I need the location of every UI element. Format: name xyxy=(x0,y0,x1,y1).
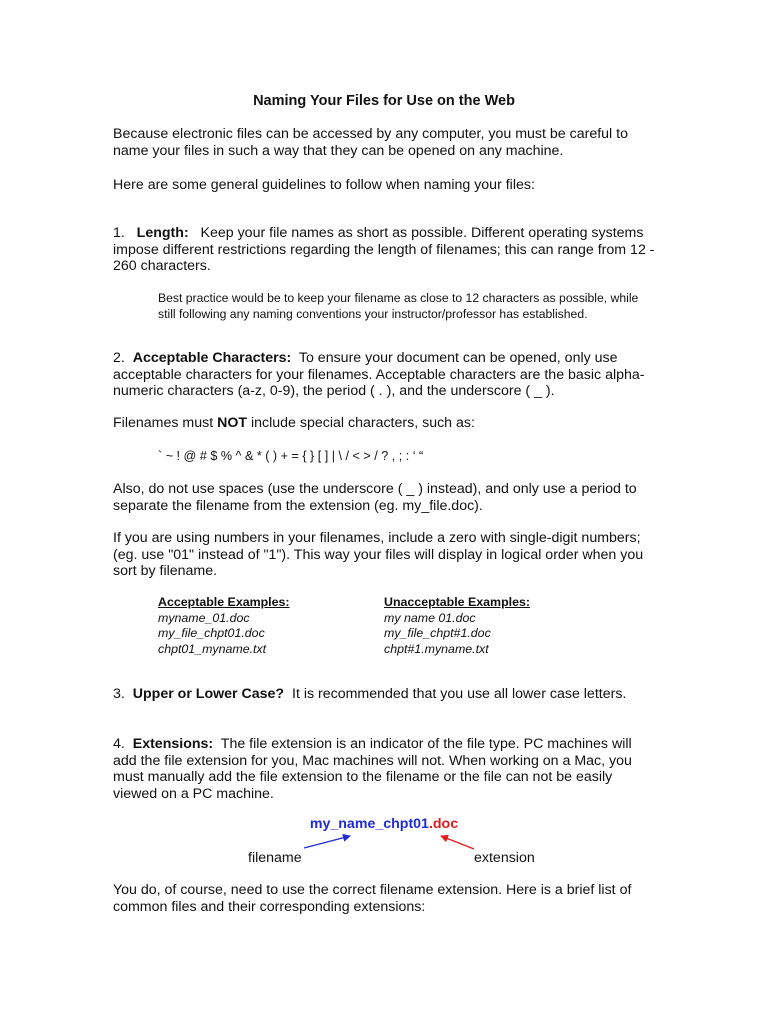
section-text: The file extension is an indicator of the file type. PC machines will add the file extension for you, Mac machines will not. When working on a Mac, you must manually add the file extension to the filename or the file can not be easily viewed on a PC machine. xyxy=(113,736,632,802)
section-number: 4. xyxy=(113,736,125,752)
section-text: Keep your file names as short as possible. Different operating systems impose different restrictions regarding the length of filenames; this can range from 12 - 260 characters. xyxy=(113,225,655,275)
section-heading: Extensions: xyxy=(132,736,214,752)
section-text: It is recommended that you use all lower case letters. xyxy=(292,686,627,702)
example-item: my_file_chpt01.doc xyxy=(158,626,265,641)
example-item: my_file_chpt#1.doc xyxy=(384,626,491,641)
section-number: 3. xyxy=(113,686,125,702)
best-practice-note: Best practice would be to keep your filename as close to 12 characters as possible, while still following any naming conventions your instructor/professor has established. xyxy=(158,291,639,321)
extension-label: extension xyxy=(474,850,535,866)
example-extension: .doc xyxy=(428,816,459,832)
example-item: chpt01_myname.txt xyxy=(158,641,267,656)
example-item: chpt#1.myname.txt xyxy=(384,641,489,656)
extension-arrow xyxy=(441,836,474,849)
example-filename: my_name_chpt01 xyxy=(309,816,429,832)
closing-paragraph: You do, of course, need to use the correct filename extension. Here is a brief list of common files and their corresponding extensions: xyxy=(113,882,632,915)
section-number: 1. xyxy=(113,225,125,241)
spaces-paragraph: Also, do not use spaces (use the underscore ( _ ) instead), and only use a period to separate the filename from the extension (eg. my_file.doc). xyxy=(113,481,637,514)
example-item: myname_01.doc xyxy=(158,610,250,625)
not-emphasis: NOT xyxy=(217,415,248,431)
section-heading: Length: xyxy=(136,225,189,241)
special-chars-intro: Filenames must NOT include special characters, such as: xyxy=(113,415,475,431)
section-number: 2. xyxy=(113,350,125,366)
unacceptable-header: Unacceptable Examples: xyxy=(384,595,530,609)
acceptable-header: Acceptable Examples: xyxy=(158,595,290,609)
filename-arrow xyxy=(304,836,350,848)
guidelines-intro: Here are some general guidelines to follow when naming your files: xyxy=(113,177,535,193)
section-heading: Acceptable Characters: xyxy=(132,350,292,366)
example-item: my name 01.doc xyxy=(384,610,476,625)
section-text: To ensure your document can be opened, only use acceptable characters for your filenames. Acceptable characters are the basic alpha-numeric characters (a-z, 0-9), the period ( . ), and the underscore ( _ ). xyxy=(113,350,645,400)
numbers-paragraph: If you are using numbers in your filenames, include a zero with single-digit numbers; (eg. use "01" instead of "1"). This way your files will display in logical order when you sort by filename. xyxy=(113,530,644,580)
page-title: Naming Your Files for Use on the Web xyxy=(253,93,515,109)
special-chars-list: ` ~ ! @ # $ % ^ & * ( ) + = { } [ ] | \ / < > / ? , ; : ‘ “ xyxy=(158,449,424,463)
filename-label: filename xyxy=(248,850,302,866)
intro-paragraph: Because electronic files can be accessed by any computer, you must be careful to name your files in such a way that they can be opened on any machine. xyxy=(113,126,628,159)
section-heading: Upper or Lower Case? xyxy=(132,686,285,702)
